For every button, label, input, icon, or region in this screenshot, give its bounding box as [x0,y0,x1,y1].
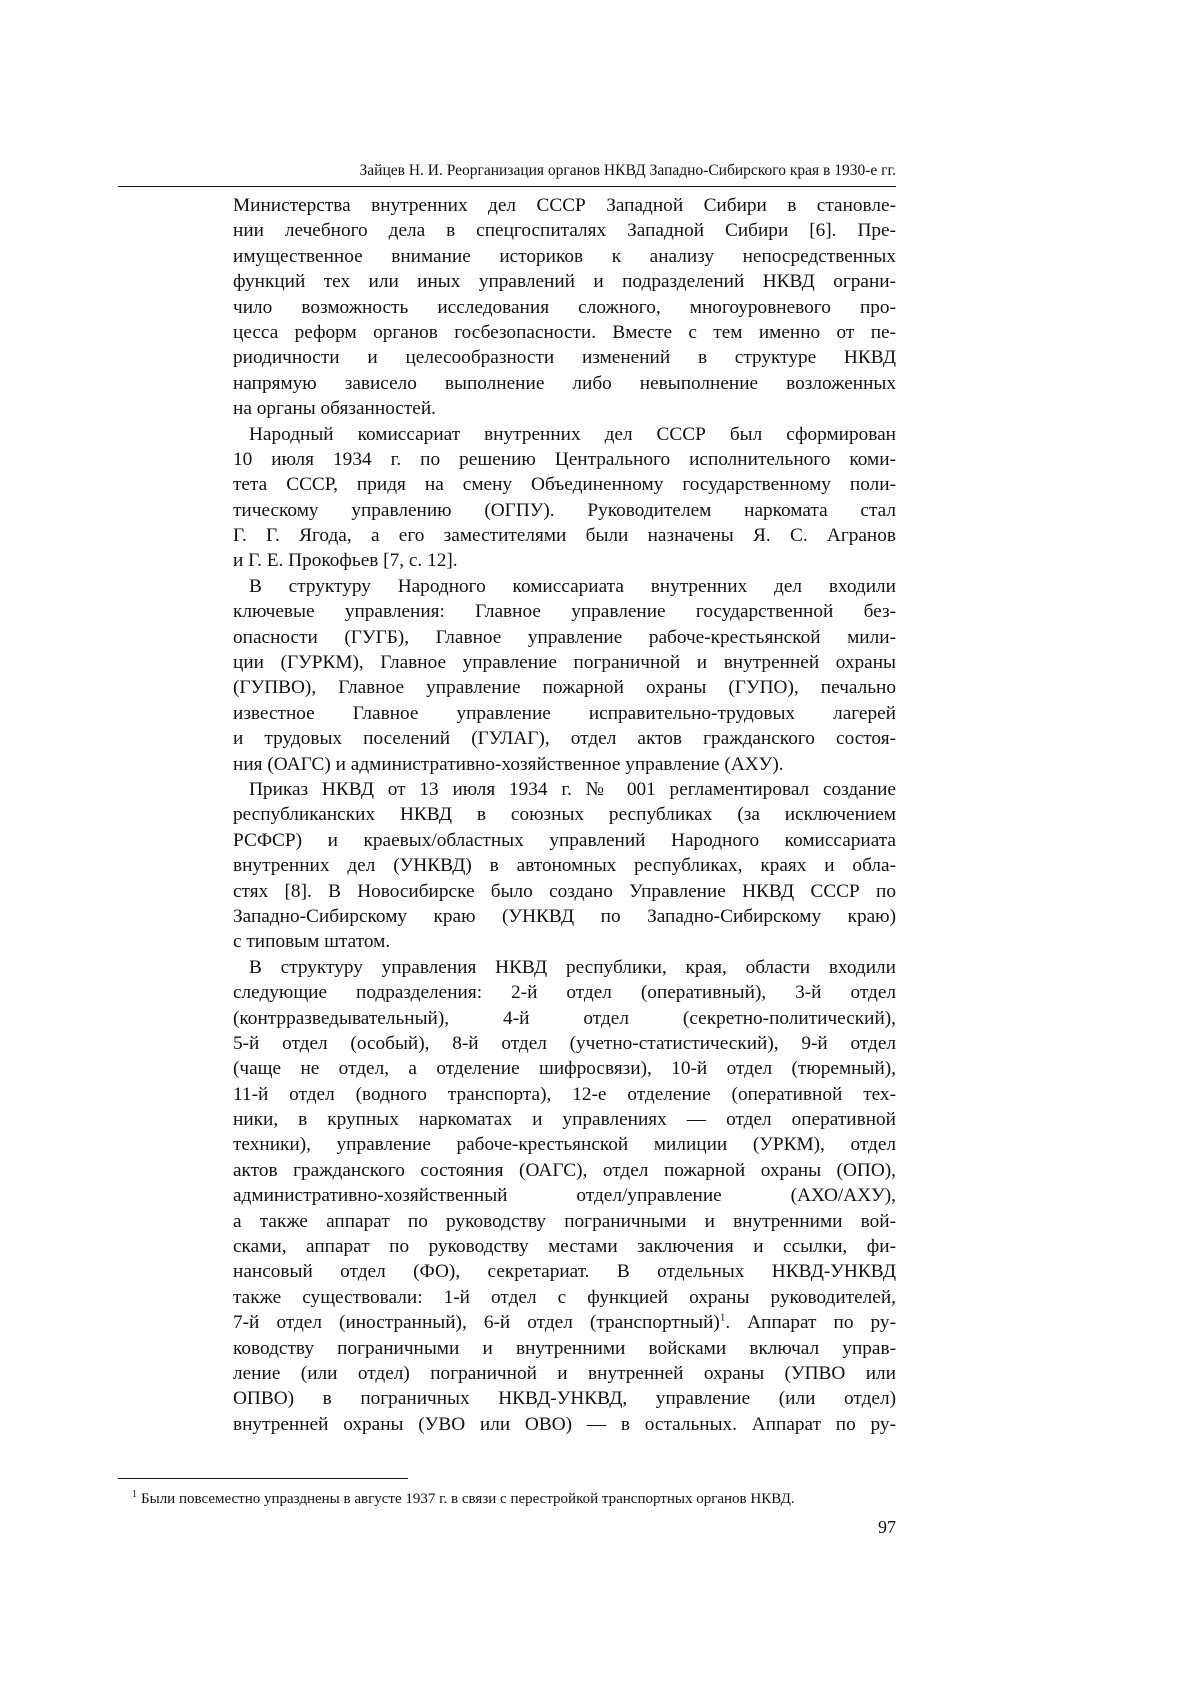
text-line: РСФСР) и краевых/областных управлений Народного комиссариата [233,829,896,851]
text-line: опасности (ГУГБ), Главное управление рабоче-крестьянской мили- [233,626,896,648]
text-line: напрямую зависело выполнение либо невыполнение возложенных [233,372,896,394]
header-rule [118,186,896,187]
text-line: нии лечебного дела в спецгоспиталях Западной Сибири [6]. Пре- [233,220,896,242]
text-line: 11-й отдел (водного транспорта), 12-е отделение (оперативной тех- [233,1083,896,1105]
page-number: 97 [878,1517,896,1537]
text-line: ния (ОАГС) и административно-хозяйственное управление (АХУ). [233,753,784,775]
text-line: ции (ГУРКМ), Главное управление пограничной и внутренней охраны [233,652,896,674]
text-line: административно-хозяйственный отдел/управление (АХО/АХУ), [233,1185,896,1207]
text-line: тета СССР, придя на смену Объединенному государственному поли- [233,474,896,496]
text-line: с типовым штатом. [233,931,391,953]
paragraph [233,193,896,422]
text-line: 10 июля 1934 г. по решению Центрального исполнительного коми- [233,448,896,470]
text-line: (ГУПВО), Главное управление пожарной охраны (ГУПО), печально [233,677,896,699]
footnote [132,1490,896,1509]
paragraph [233,777,896,955]
text-line: (контрразведывательный), 4-й отдел (секретно-политический), [233,1007,896,1029]
paragraph [233,955,896,1437]
text-line: известное Главное управление исправительно-трудовых лагерей [233,702,896,724]
paragraph [233,574,896,777]
text-line: и Г. Е. Прокофьев [7, с. 12]. [233,550,458,572]
text-line: а также аппарат по руководству пограничными и внутренними вой- [233,1210,896,1232]
text-line: цесса реформ органов госбезопасности. Вместе с тем именно от пе- [233,321,896,343]
text-line: нансовый отдел (ФО), секретариат. В отдельных НКВД-УНКВД [233,1261,896,1283]
running-head: Зайцев Н. И. Реорганизация органов НКВД Западно-Сибирского края в 1930-е гг. [359,162,896,179]
text-line: актов гражданского состояния (ОАГС), отдел пожарной охраны (ОПО), [233,1159,896,1181]
paragraph [233,422,896,574]
text-line: В структуру Народного комиссариата внутренних дел входили [249,575,896,597]
text-line: республиканских НКВД в союзных республиках (за исключением [233,804,896,826]
text-line: внутренних дел (УНКВД) в автономных республиках, краях и обла- [233,855,896,877]
text-line: ники, в крупных наркоматах и управлениях — отдел оперативной [233,1109,896,1131]
text-fragment: . Аппарат по ру- [725,1312,896,1334]
text-line: техники), управление рабоче-крестьянской милиции (УРКМ), отдел [233,1134,896,1156]
text-line: внутренней охраны (УВО или ОВО) — в остальных. Аппарат по ру- [233,1413,896,1435]
footnote-reference: 1 [719,1311,726,1324]
text-line: Министерства внутренних дел СССР Западной Сибири в становле- [233,195,896,216]
text-line: Приказ НКВД от 13 июля 1934 г. № 001 регламентировал создание [249,778,896,800]
text-line: сками, аппарат по руководству местами заключения и ссылки, фи- [233,1236,896,1258]
text-line: риодичности и целесообразности изменений в структуре НКВД [233,347,896,369]
text-line: стях [8]. В Новосибирске было создано Управление НКВД СССР по [233,880,896,902]
text-line: чило возможность исследования сложного, многоуровневого про- [233,296,896,318]
text-line: Западно-Сибирскому краю (УНКВД по Западно-Сибирскому краю) [233,905,896,927]
text-line: также существовали: 1-й отдел с функцией охраны руководителей, [233,1286,896,1308]
text-line: ководству пограничными и внутренними войсками включал управ- [233,1337,896,1359]
text-line: и трудовых поселений (ГУЛАГ), отдел актов гражданского состоя- [233,728,896,750]
text-line: функций тех или иных управлений и подразделений НКВД ограни- [233,271,896,293]
text-line: тическому управлению (ОГПУ). Руководителем наркомата стал [233,499,896,521]
text-line: ключевые управления: Главное управление государственной без- [233,601,896,623]
text-line: Народный комиссариат внутренних дел СССР был сформирован [249,423,896,445]
footnote-text: Были повсеместно упразднены в августе 1937 г. в связи с перестройкой транспортных органов НКВД. [141,1491,795,1507]
text-line: Г. Г. Ягода, а его заместителями были назначены Я. С. Агранов [233,525,896,547]
text-line: ление (или отдел) пограничной и внутренней охраны (УПВО или [233,1362,896,1384]
text-line: (чаще не отдел, а отделение шифросвязи), 10-й отдел (тюремный), [233,1058,896,1080]
text-fragment: 7-й отдел (иностранный), 6-й отдел (транспортный) [233,1312,720,1334]
text-line: на органы обязанностей. [233,398,436,420]
footnote-rule [118,1478,408,1479]
text-line-with-footnote-ref [233,1310,896,1335]
text-line: следующие подразделения: 2-й отдел (оперативный), 3-й отдел [233,982,896,1004]
text-line: ОПВО) в пограничных НКВД-УНКВД, управление (или отдел) [233,1388,896,1410]
text-line: В структуру управления НКВД республики, края, области входили [249,956,896,978]
text-line: имущественное внимание историков к анализу непосредственных [233,245,896,267]
text-line: 5-й отдел (особый), 8-й отдел (учетно-статистический), 9-й отдел [233,1032,896,1054]
body-text [233,193,896,1437]
footnote-marker: 1 [132,1489,137,1500]
